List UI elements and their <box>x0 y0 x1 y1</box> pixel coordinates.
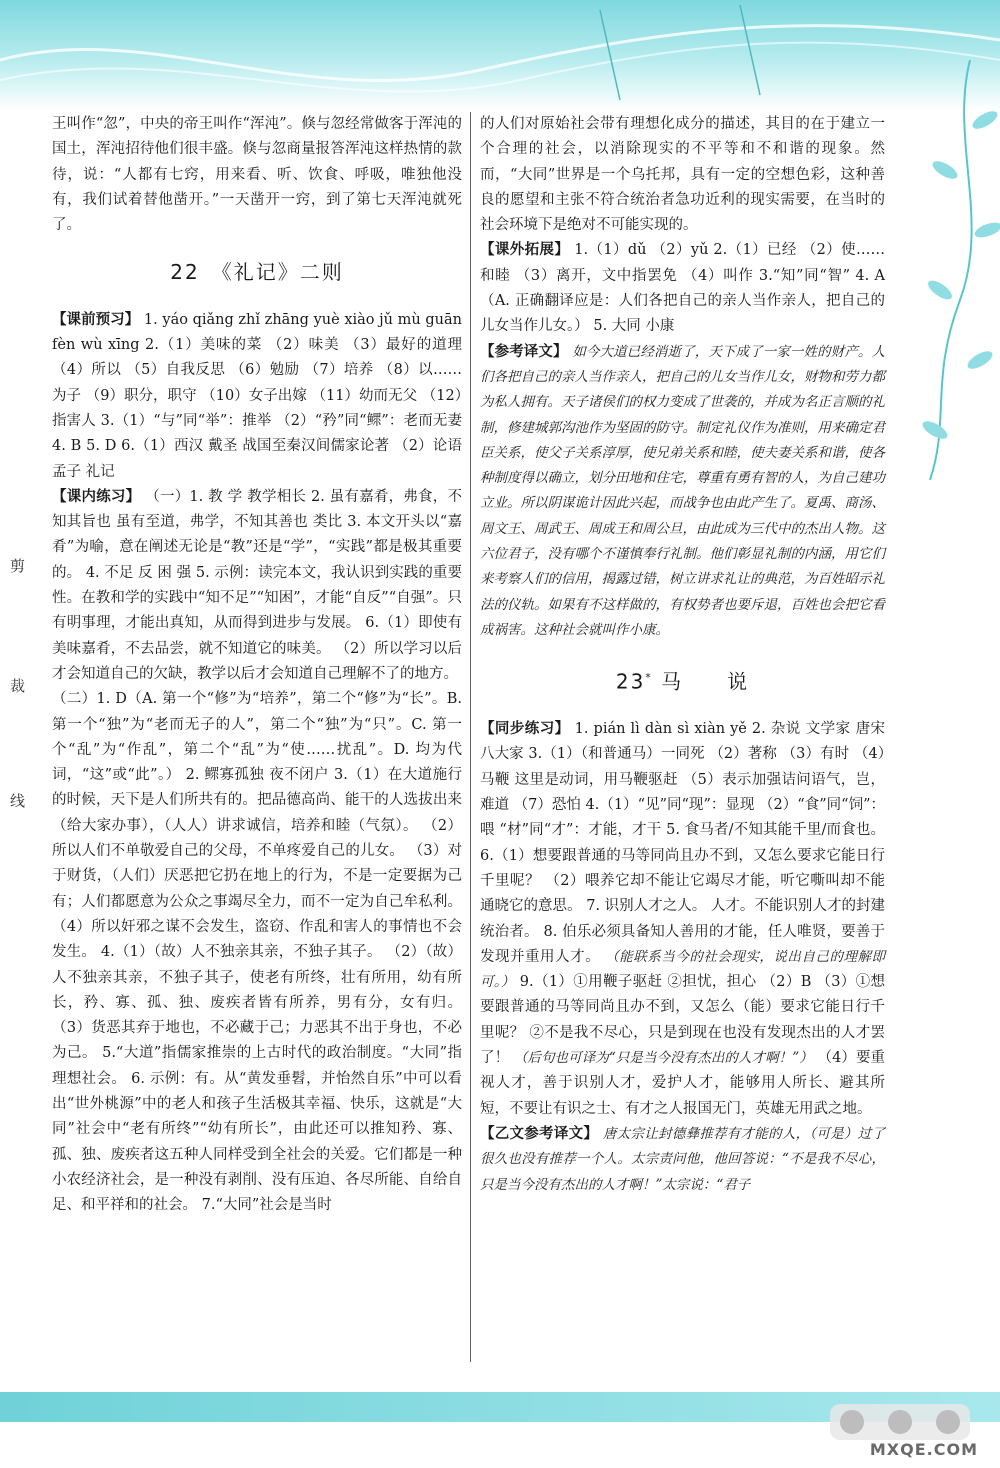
sync-block <box>480 717 885 1122</box>
sync-note-2: （后句也可译为“只是当今没有杰出的人才啊！”） <box>513 1050 813 1067</box>
sync-text-3: （4）要重视人才，善于识别人才，爱护人才，能够用人所长、避其所短，不要让有识之士、有才之人报国无门，英雄无用武之地。 <box>480 1050 886 1117</box>
reference-tag: 【参考译文】 <box>480 343 568 360</box>
column-divider <box>470 112 471 1362</box>
sync-tag: 【同步练习】 <box>480 721 570 738</box>
vine-decoration <box>890 60 1000 480</box>
yi-text: 唐太宗让封德彝推荐有才能的人，（可是）过了很久也没有推荐一个人。太宗责问他，他回答说：“不是我不尽心，只是当今没有杰出的人才啊！”太宗说：“君子 <box>480 1125 886 1193</box>
extension-tag: 【课外拓展】 <box>480 242 570 259</box>
ribbon-decoration <box>0 0 1000 120</box>
practice-text: （一）1. 教 学 教学相长 2. 虽有嘉肴，弗食，不知其旨也 虽有至道，弗学，不知其善也 类比 3. 本文开头以“嘉肴”为喻，意在阐述无论是“教”还是“学”，“实践”都是极其重要的。 4. 不足 反 困 强 5. 示例：读完本文，我认识到实践的重要性。在教和学的实践中“知不足”“知困”，才能“自反”“自强”。只有明事理，才能出真知，从而得到进步与发展。 6.（1）即使有美味嘉肴，不去品尝，就不知道它的味美。 （2）所以学习以后才会知道自己的欠缺，教学以后才会知道自己理解不了的地方。 <box>52 488 463 682</box>
intro-paragraph: 王叫作“忽”，中央的帝王叫作“浑沌”。倏与忽经常做客于浑沌的国土，浑沌招待他们很丰盛。倏与忽商量报答浑沌这样热情的款待，说：“人都有七窍，用来看、听、饮食、呼吸，唯独他没有，我们试着替他凿开。”一天凿开一窍，到了第七天浑沌就死了。 <box>52 116 462 234</box>
section-heading-23 <box>480 665 885 695</box>
part2-block <box>52 687 462 1218</box>
heading-number: 23 <box>615 669 646 694</box>
heading-title: 马 说 <box>661 669 750 694</box>
sync-text-2: 9.（1）①用鞭子驱赶 ②担忧，担心 （2）B （3）①想要跟普通的马等同尚且办不到，又怎么（能）要求它能日行千里呢？ ②不是我不尽心，只是到现在也没有发现杰出的人才罢了！ <box>480 974 886 1067</box>
continued-paragraph: 的人们对原始社会带有理想化成分的描述，其目的在于建立一个合理的社会，以消除现实的不平等和不和谐的现象。然而，“大同”世界是一个乌托邦，具有一定的空想色彩，这种善良的愿望和主张不符合统治者急功近利的现实需要，在当时的社会环境下是绝对不可能实现的。 <box>480 116 885 234</box>
practice-tag: 【课内练习】 <box>52 488 141 505</box>
sync-text: 1. pián lì dàn sì xiàn yě 2. 杂说 文学家 唐宋八大家 3.（1）（和普通马）一同死 （2）著称 （3）有时 （4）马鞭 这里是动词，用马鞭驱赶 （5）表示加强诘问语气，岂，难道 （7）恐怕 4.（1）“见”同“现”：显现 （2）“食”同“饲”：喂 “材”同“才”：才能，才干 5. 食马者/不知其能千里/而食也。 6.（1）想要跟普通的马等同尚且办不到，又怎么要求它能日行千里呢？ （2）喂养它却不能让它竭尽才能，听它嘶叫却不能通晓它的意思。 7. 识别人才之人。 人才。不能识别人才的封建统治者。 8. 伯乐必须具备知人善用的才能，任人唯贤，要善于发现并重用人才。 <box>480 721 886 965</box>
yi-block <box>480 1122 885 1198</box>
preview-text: 1. yáo qiǎng zhǐ zhāng yuè xiào jǔ mù guān fèn wù xīng 2.（1）美味的菜 （2）味美 （3）最好的道理 （4）所以 （5）自我反思 （6）勉励 （7）培养 （8）以……为子 （9）职分，职守 （10）女子出嫁 （11）幼而无父 （12）指害人 3.（1）“与”同“举”：推举 （2）“矜”同“鳏”：老而无妻 4. B 5. D 6.（1）西汉 戴圣 战国至秦汉间儒家论著 （2）论语 孟子 礼记 <box>52 311 462 480</box>
part2-note: （二）1. D（A. 第一个“修”为“培养”，第二个“修”为“长”。B. 第一个“独”为“老而无子的人”，第二个“独”为“只”。C. 第一个“乱”为“作乱”，第二个“乱”为“使……扰乱”。D. 均为代词，“这”或“此”。） <box>52 691 462 784</box>
section-heading-22: 22 《礼记》二则 <box>170 260 344 285</box>
sync-note: （能联系当今的社会现实，说出自己的理解即可。） <box>480 948 886 991</box>
part2-text: 2. 鳏寡孤独 夜不闭户 3.（1）在大道施行的时候，天下是人们所共有的。把品德高尚、能干的人选拔出来（给大家办事），（人人）讲求诚信，培养和睦（气氛）。 （2）所以人们不单敬爱自己的父母，不单疼爱自己的儿女。 （3）对于财货，（人们）厌恶把它扔在地上的行为，不是一定要据为己有；人们都愿意为公众之事竭尽全力，而不一定为自己牟私利。 （4）所以奸邪之谋不会发生，盗窃、作乱和害人的事情也不会发生。 4.（1）（故）人不独亲其亲，不独子其子。 （2）（故）人不独亲其亲，不独子其子，使老有所终，壮有所用，幼有所长，矜、寡、孤、独、废疾者皆有所养，男有分，女有归。 （3）货恶其弃于地也，不必藏于己；力恶其不出于身也，不必为己。 5.“大道”指儒家推崇的上古时代的政治制度。“大同”指理想社会。 6. 示例：有。从“黄发垂髫，并怡然自乐”中可以看出“世外桃源”中的老人和孩子生活极其幸福、快乐，这就是“大同”社会中“老有所终”“幼有所长”，由此还可以推知矜、寡、孤、独、废疾者这五种人同样受到全社会的关爱。它们都是一种小农经济社会，是一种没有剥削、没有压迫、各尽所能、自给自足、和平祥和的社会。 7.“大同”社会是当时 <box>52 767 462 1214</box>
reference-text: 如今大道已经消逝了，天下成了一家一姓的财产。人们各把自己的亲人当作亲人，把自己的儿女当作儿女，财物和劳力都为私人拥有。天子诸侯们的权力变成了世袭的，并成为名正言顺的礼制，修建城郭沟池作为坚固的防守。制定礼仪作为准则，用来确定君臣关系，使父子关系淳厚，使兄弟关系和睦，使夫妻关系和谐，使各种制度得以确立，划分田地和住宅，尊重有勇有智的人，为自己建功立业。所以阴谋诡计因此兴起，而战争也由此产生了。夏禹、商汤、周文王、周武王、周成王和周公旦，由此成为三代中的杰出人物。这六位君子，没有哪个不谨慎奉行礼制。他们彰显礼制的内涵，用它们来考察人们的信用，揭露过错，树立讲求礼让的典范，为百姓昭示礼法的仪轨。如果有不这样做的，有权势者也要斥退，百姓也会把它看成祸害。这种社会就叫作小康。 <box>480 343 886 638</box>
left-column <box>52 112 462 1218</box>
heading-star: * <box>645 671 653 685</box>
side-label-line: 线 <box>10 792 26 810</box>
extension-text: 1.（1）dǔ （2）yǔ 2.（1）已经 （2）使……和睦 （3）离开，文中指罢免 （4）叫作 3.“知”同“智” 4. A（A. 正确翻译应是：人们各把自己的亲人当作亲人，把自己的儿女当作儿女。） 5. 大同 小康 <box>480 242 885 335</box>
practice-block <box>52 485 462 687</box>
watermark-text: MXQE.COM <box>869 1440 978 1459</box>
yi-tag: 【乙文参考译文】 <box>480 1125 599 1142</box>
extension-block <box>480 238 885 339</box>
preview-block <box>52 308 462 485</box>
reference-block <box>480 340 885 644</box>
side-label-cut: 剪 <box>10 557 26 575</box>
right-column <box>480 112 885 1198</box>
side-label-trim: 裁 <box>10 677 26 695</box>
preview-tag: 【课前预习】 <box>52 311 140 328</box>
